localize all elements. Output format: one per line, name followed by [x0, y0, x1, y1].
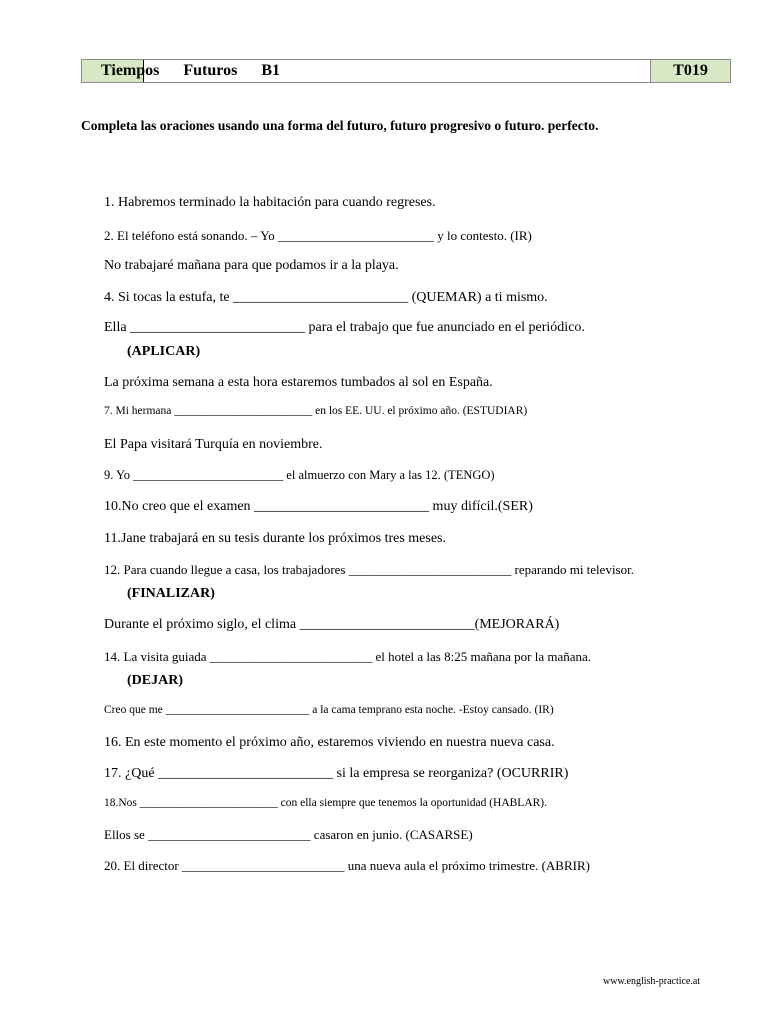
exercise-line-10: 10.No creo que el examen _________________________ muy difícil.(SER): [104, 499, 533, 514]
exercise-line-19: Ellos se _________________________ casaron en junio. (CASARSE): [104, 827, 473, 842]
exercise-line-4: 4. Si tocas la estufa, te _________________________ (QUEMAR) a ti mismo.: [104, 290, 548, 305]
exercise-line-17: 17. ¿Qué _________________________ si la empresa se reorganiza? (OCURRIR): [104, 766, 569, 781]
exercise-line-3: No trabajaré mañana para que podamos ir a la playa.: [104, 258, 399, 273]
worksheet-code: T019: [650, 60, 730, 82]
exercise-line-1: 1. Habremos terminado la habitación para cuando regreses.: [104, 195, 436, 210]
instructions: Completa las oraciones usando una forma del futuro, futuro progresivo o futuro. perfecto.: [81, 118, 599, 133]
exercise-line-9: 9. Yo ________________________ el almuerzo con Mary a las 12. (TENGO): [104, 468, 495, 482]
exercise-line-2: 2. El teléfono está sonando. – Yo ________________________ y lo contesto. (IR): [104, 228, 532, 243]
exercise-line-12: 12. Para cuando llegue a casa, los trabajadores _________________________ reparando mi televisor.: [104, 562, 634, 577]
exercise-line-11: 11.Jane trabajará en su tesis durante los próximos tres meses.: [104, 531, 447, 546]
worksheet-title: Tiempos Futuros B1: [101, 62, 280, 79]
exercise-line-5-verb: (APLICAR): [127, 344, 201, 359]
exercise-line-18: 18.Nos ________________________ con ella siempre que tenemos la oportunidad (HABLAR).: [104, 797, 548, 809]
exercise-line-20: 20. El director _________________________ una nueva aula el próximo trimestre. (ABRIR): [104, 858, 590, 873]
exercise-line-6: La próxima semana a esta hora estaremos tumbados al sol en España.: [104, 375, 493, 390]
exercise-line-12-verb: (FINALIZAR): [127, 586, 215, 601]
exercise-line-13: Durante el próximo siglo, el clima _________________________(MEJORARÁ): [104, 617, 560, 632]
footer-url: www.english-practice.at: [603, 976, 701, 987]
exercise-line-14-verb: (DEJAR): [127, 673, 183, 688]
exercise-line-7: 7. Mi hermana ________________________ en los EE. UU. el próximo año. (ESTUDIAR): [104, 405, 528, 417]
exercise-line-5: Ella _________________________ para el trabajo que fue anunciado en el periódico.: [104, 320, 585, 335]
exercise-line-8: El Papa visitará Turquía en noviembre.: [104, 437, 323, 452]
exercise-line-14: 14. La visita guiada _________________________ el hotel a las 8:25 mañana por la mañana.: [104, 649, 592, 664]
exercise-line-16: 16. En este momento el próximo año, estaremos viviendo en nuestra nueva casa.: [104, 735, 555, 750]
exercise-line-15: Creo que me _________________________ a la cama temprano esta noche. -Estoy cansado. (IR): [104, 704, 554, 716]
